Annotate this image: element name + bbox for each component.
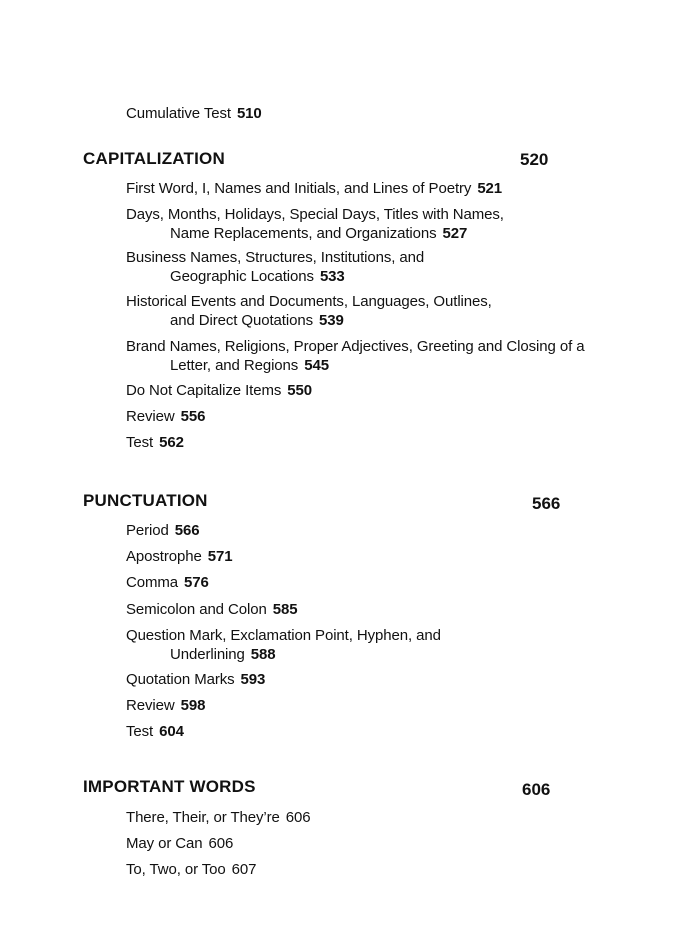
toc-entry-title: Do Not Capitalize Items xyxy=(126,382,282,399)
toc-entry-cumulative-test xyxy=(126,104,262,123)
toc-entry-title: Period xyxy=(126,522,169,539)
toc-entry-title: Test xyxy=(126,434,154,451)
toc-entry-page: 533 xyxy=(319,268,345,285)
toc-entry xyxy=(126,860,256,879)
toc-entry-title: Comma xyxy=(126,574,179,591)
section-page-punctuation: 566 xyxy=(532,494,561,513)
toc-entry xyxy=(126,547,232,566)
toc-entry-title: Brand Names, Religions, Proper Adjectives, Greeting and Closing of a xyxy=(126,338,585,355)
toc-entry-title-continued: Geographic Locations xyxy=(170,268,314,285)
toc-entry xyxy=(126,205,504,243)
toc-entry-page: 566 xyxy=(174,522,200,539)
toc-entry xyxy=(126,808,311,827)
toc-entry-page: 527 xyxy=(442,225,468,242)
toc-entry xyxy=(126,521,200,540)
toc-entry xyxy=(126,337,584,375)
toc-entry-page: 607 xyxy=(231,861,257,878)
toc-entry xyxy=(126,722,184,741)
toc-entry-title: Question Mark, Exclamation Point, Hyphen, and xyxy=(126,627,441,644)
toc-entry xyxy=(126,670,265,689)
toc-entry-page: 521 xyxy=(477,180,503,197)
toc-entry-page: 539 xyxy=(318,312,344,329)
toc-entry-page: 604 xyxy=(159,723,184,740)
toc-entry-page: 606 xyxy=(285,809,311,826)
toc-entry-page: 585 xyxy=(272,601,298,618)
toc-entry-title: Apostrophe xyxy=(126,548,202,565)
toc-entry-page: 510 xyxy=(236,105,262,122)
toc-entry-title: Review xyxy=(126,697,175,714)
toc-entry-title: Historical Events and Documents, Languages, Outlines, xyxy=(126,293,492,310)
toc-entry-title: Days, Months, Holidays, Special Days, Titles with Names, xyxy=(126,206,504,223)
toc-entry xyxy=(126,292,492,330)
toc-entry-title-continued: Name Replacements, and Organizations xyxy=(170,225,437,242)
toc-entry xyxy=(126,834,233,853)
toc-entry-title: To, Two, or Too xyxy=(126,861,226,878)
toc-entry xyxy=(126,407,205,426)
section-page-important-words: 606 xyxy=(522,780,551,799)
toc-entry-title: There, Their, or They’re xyxy=(126,809,280,826)
toc-entry-page: 562 xyxy=(159,434,184,451)
toc-entry xyxy=(126,600,297,619)
toc-entry-page: 588 xyxy=(250,646,276,663)
toc-entry-page: 593 xyxy=(240,671,266,688)
toc-entry-title: Review xyxy=(126,408,175,425)
toc-entry xyxy=(126,179,502,198)
toc-entry xyxy=(126,381,312,400)
toc-entry xyxy=(126,248,424,286)
toc-entry-page: 598 xyxy=(180,697,206,714)
toc-entry-page: 606 xyxy=(208,835,234,852)
toc-entry-title: Semicolon and Colon xyxy=(126,601,267,618)
toc-entry xyxy=(126,573,209,592)
toc-entry-title-continued: Letter, and Regions xyxy=(170,357,299,374)
toc-entry-page: 576 xyxy=(184,574,209,591)
toc-entry-title-continued: Underlining xyxy=(170,646,245,663)
toc-entry-title: Test xyxy=(126,723,154,740)
toc-entry-title: Cumulative Test xyxy=(126,105,231,122)
toc-entry-page: 550 xyxy=(287,382,312,399)
toc-entry xyxy=(126,696,205,715)
toc-entry-page: 545 xyxy=(304,357,329,374)
section-heading-punctuation: PUNCTUATION xyxy=(83,491,208,510)
toc-entry-title: May or Can xyxy=(126,835,203,852)
toc-entry xyxy=(126,626,441,664)
toc-entry-title: First Word, I, Names and Initials, and Lines of Poetry xyxy=(126,180,472,197)
section-heading-important-words: IMPORTANT WORDS xyxy=(83,777,256,796)
toc-entry-page: 571 xyxy=(207,548,233,565)
toc-entry-title-continued: and Direct Quotations xyxy=(170,312,313,329)
section-page-capitalization: 520 xyxy=(520,150,549,169)
toc-entry-page: 556 xyxy=(180,408,206,425)
toc-entry xyxy=(126,433,184,452)
section-heading-capitalization: CAPITALIZATION xyxy=(83,149,225,168)
toc-entry-title: Business Names, Structures, Institutions, and xyxy=(126,249,425,266)
toc-entry-title: Quotation Marks xyxy=(126,671,235,688)
